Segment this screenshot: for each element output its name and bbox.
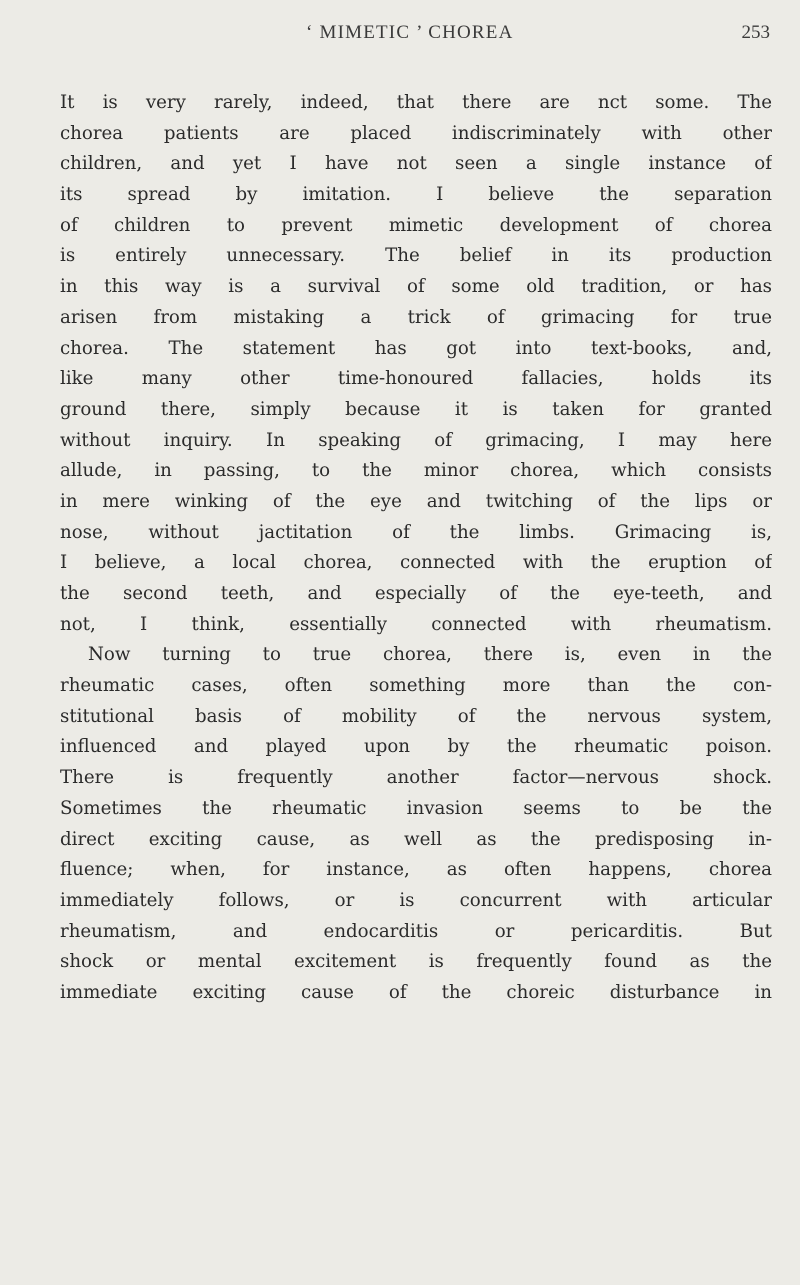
text-line: the second teeth, and especially of the eye-teeth, and	[60, 583, 772, 604]
text-line: nose, without jactitation of the limbs. Grimacing is,	[60, 521, 772, 543]
text-line: children, and yet I have not seen a single instance of	[60, 153, 772, 175]
text-line: There is frequently another factor—nervous shock.	[60, 767, 772, 789]
text-line: rheumatism, and endocarditis or pericarditis. But	[60, 920, 772, 942]
text-line: stitutional basis of mobility of the nervous system,	[60, 705, 772, 727]
paragraph-first-line: Now turning to true chorea, there is, even in the	[88, 644, 772, 666]
text-line: shock or mental excitement is frequently found as the	[60, 951, 772, 973]
page-number: 253	[741, 22, 770, 43]
running-head	[60, 22, 770, 52]
text-line: Sometimes the rheumatic invasion seems to be the	[60, 797, 772, 819]
text-line: its spread by imitation. I believe the separation	[60, 184, 772, 206]
text-line: in this way is a survival of some old tradition, or has	[60, 276, 772, 298]
text-line: of children to prevent mimetic development of chorea	[60, 214, 772, 236]
text-line: fluence; when, for instance, as often happens, chorea	[60, 859, 772, 881]
text-line: rheumatic cases, often something more than the con-	[60, 675, 772, 697]
text-line: chorea. The statement has got into text-books, and,	[60, 337, 772, 359]
text-line: ground there, simply because it is taken for granted	[60, 398, 772, 420]
text-line: not, I think, essentially connected with rheumatism.	[60, 613, 772, 635]
text-line: is entirely unnecessary. The belief in its production	[60, 245, 772, 267]
text-line: without inquiry. In speaking of grimacing, I may here	[60, 429, 772, 451]
text-line: arisen from mistaking a trick of grimacing for true	[60, 306, 772, 328]
text-line: influenced and played upon by the rheumatic poison.	[60, 736, 772, 758]
text-line: like many other time-honoured fallacies, holds its	[60, 368, 772, 390]
text-line: immediately follows, or is concurrent with articular	[60, 889, 772, 911]
body-text	[60, 88, 772, 1009]
text-line: direct exciting cause, as well as the predisposing in-	[60, 828, 772, 850]
running-head-title: ‘ MIMETIC ’ CHOREA	[306, 22, 514, 43]
text-line: allude, in passing, to the minor chorea, which consists	[60, 460, 772, 482]
text-line: It is very rarely, indeed, that there are nct some. The	[60, 92, 772, 113]
text-line: in mere winking of the eye and twitching of the lips or	[60, 490, 772, 512]
text-line: chorea patients are placed indiscriminately with other	[60, 122, 772, 144]
text-line: immediate exciting cause of the choreic disturbance in	[60, 981, 772, 1003]
text-line: I believe, a local chorea, connected with the eruption of	[60, 552, 772, 574]
